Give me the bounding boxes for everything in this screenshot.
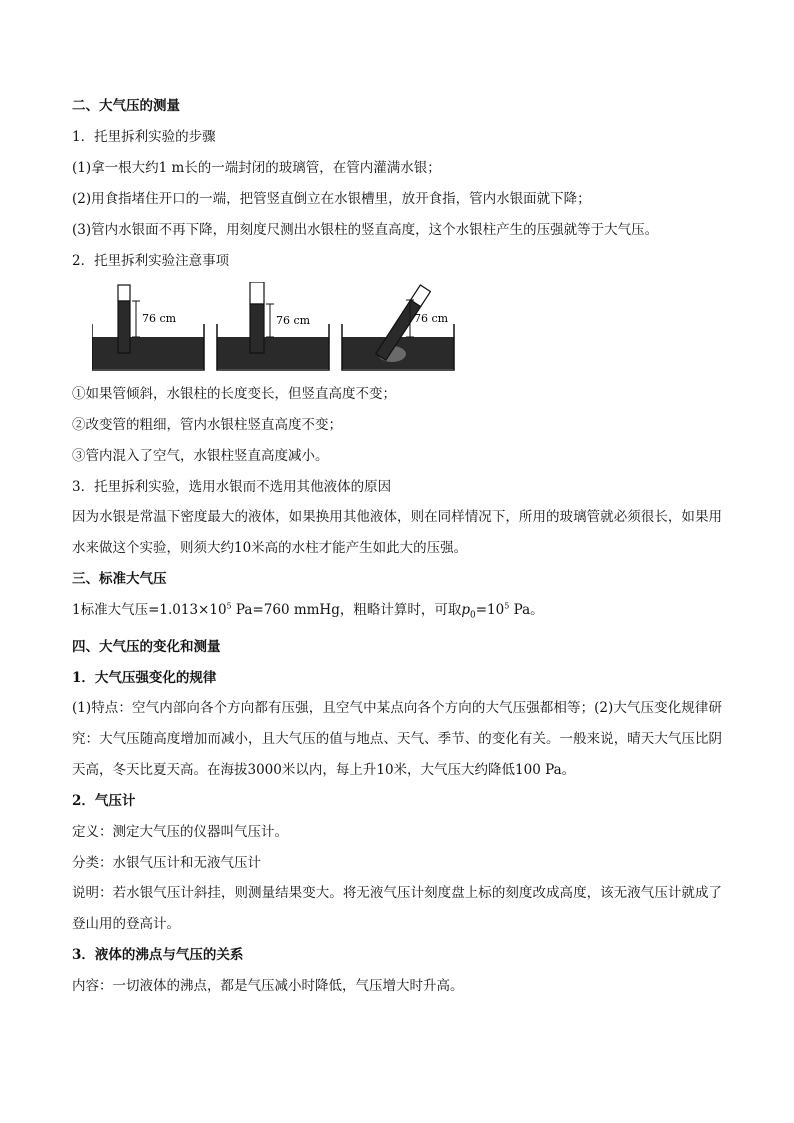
section-4-heading: 四、大气压的变化和测量 — [72, 638, 221, 655]
section-3-heading: 三、标准大气压 — [72, 571, 167, 587]
height-label-3: 76 cm — [414, 312, 449, 325]
mercury-reason-paragraph: 因为水银是常温下密度最大的液体，如果换用其他液体，则在同样情况下，所用的玻璃管就必须很长，如果用水来做这个实验，则须大约10米高的水柱才能产生如此大的压强。 — [72, 509, 722, 556]
boiling-point-text: 内容：一切液体的沸点，都是气压减小时降低，气压增大时升高。 — [72, 977, 464, 994]
mercury-trough-2 — [217, 337, 329, 369]
vacuum-space-1 — [118, 285, 130, 301]
standard-pressure-line: 1标准大气压$=1.013\times 10^5$ Pa=760 mmHg，粗略计算时，可取$p_0=10^5$ Pa。 — [72, 601, 544, 621]
mercury-column-2 — [250, 304, 264, 353]
height-label-1: 76 cm — [142, 312, 177, 325]
step-1: (1)拿一根大约1 m长的一端封闭的玻璃管，在管内灌满水银； — [72, 160, 441, 176]
subsection-4-1-heading: 1．大气压强变化的规律 — [72, 669, 217, 686]
mercury-trough-1 — [92, 337, 204, 369]
vacuum-space-2 — [250, 282, 264, 304]
apparatus-tilted — [342, 285, 454, 370]
note-2: ②改变管的粗细，管内水银柱竖直高度不变； — [72, 417, 342, 433]
subsection-4-2-heading: 2．气压计 — [72, 792, 136, 809]
barometer-note: 说明：若水银气压计斜挂，则测量结果变大。将无液气压计刻度盘上标的刻度改成高度，该无液气压计就成了登山用的登高计。 — [72, 884, 722, 932]
step-3: (3)管内水银面不再下降，用刻度尺测出水银柱的竖直高度，这个水银柱产生的压强就等于大气压。 — [72, 222, 659, 238]
torricelli-figure — [92, 282, 722, 374]
barometer-definition: 定义：测定大气压的仪器叫气压计。 — [72, 823, 288, 840]
document-page — [72, 96, 722, 1007]
subsection-2-3-heading: 3．托里拆利实验，选用水银而不选用其他液体的原因 — [72, 479, 392, 495]
note-1: ①如果管倾斜，水银柱的长度变长，但竖直高度不变； — [72, 386, 396, 402]
step-2: (2)用食指堵住开口的一端，把管竖直倒立在水银槽里，放开食指，管内水银面就下降； — [72, 191, 591, 207]
height-label-2: 76 cm — [276, 314, 311, 327]
pressure-change-paragraph: (1)特点：空气内部向各个方向都有压强，且空气中某点向各个方向的大气压强都相等；(2)大气压变化规律研究：大气压随高度增加而减小，且大气压的值与地点、天气、季节、的变化有关。一般来说，晴天大气压比阴天高，冬天比夏天高。在海拔3000米以内，每上升10米，大气压大约降低100 Pa。 — [72, 699, 722, 778]
subsection-2-2-heading: 2．托里拆利实验注意事项 — [72, 253, 230, 269]
note-3: ③管内混入了空气，水银柱竖直高度减小。 — [72, 448, 329, 464]
mercury-column-1 — [118, 301, 130, 353]
apparatus-wide-tube — [217, 282, 329, 370]
torricelli-diagram — [92, 282, 472, 374]
section-2-heading: 二、大气压的测量 — [72, 98, 180, 114]
apparatus-vertical — [92, 285, 204, 370]
barometer-classification: 分类：水银气压计和无液气压计 — [72, 854, 261, 871]
subsection-4-3-heading: 3．液体的沸点与气压的关系 — [72, 946, 244, 963]
subsection-2-1-heading: 1．托里拆利实验的步骤 — [72, 129, 216, 145]
